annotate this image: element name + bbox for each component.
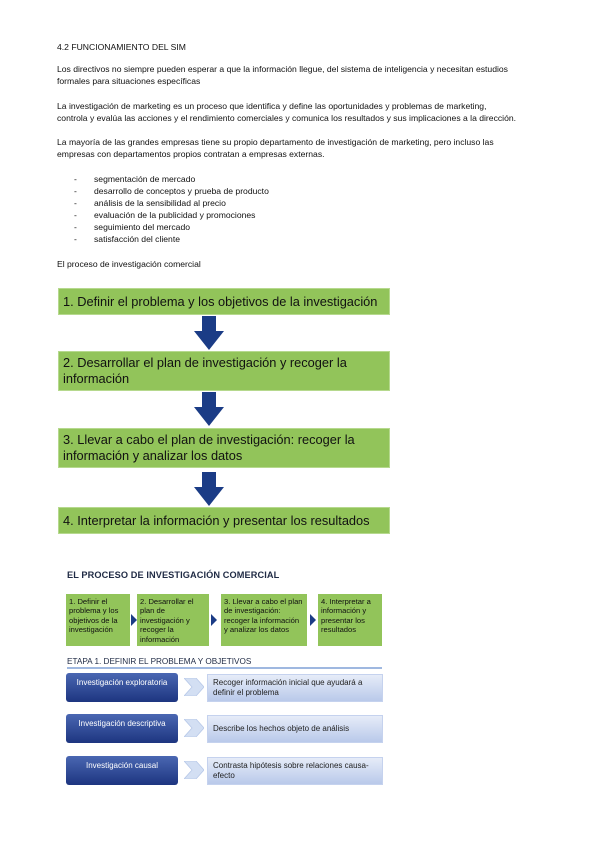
chevron-right-icon [184,719,204,737]
figure-title: EL PROCESO DE INVESTIGACIÓN COMERCIAL [67,570,280,580]
stage-divider [67,667,382,669]
step-box-4: 4. Interpretar la información y presentar los resultados [58,507,390,534]
paragraph-line: Los directivos no siempre pueden esperar a que la información llegue, del sistema de inteligencia y necesitan estudios [57,64,508,74]
paragraph-3 [57,136,494,160]
down-arrow-icon [194,392,224,426]
step-box-3: 3. Llevar a cabo el plan de investigación: recoger la información y analizar los datos [58,428,390,468]
stage-title: ETAPA 1. DEFINIR EL PROBLEMA Y OBJETIVOS [67,657,252,666]
mini-step-1: 1. Definir el problema y los objetivos de la investigación [66,594,130,646]
paragraph-line: La investigación de marketing es un proceso que identifica y define las oportunidades y problemas de marketing, [57,101,487,111]
list-item: - análisis de la sensibilidad al precio [74,197,269,209]
research-desc-descriptive: Describe los hechos objeto de análisis [207,715,383,743]
chevron-right-icon [184,678,204,696]
list-item: - desarrollo de conceptos y prueba de producto [74,185,269,197]
mini-step-4: 4. Interpretar a información y presentar los resultados [318,594,382,646]
list-item: - segmentación de mercado [74,173,269,185]
paragraph-line: controla y evalúa las acciones y el rendimiento comerciales y comunica los resultados y sus implicaciones a la dirección. [57,113,517,123]
research-type-causal: Investigación causal [66,756,178,785]
paragraph-2 [57,100,516,124]
bullet-list [74,173,269,245]
step-box-2: 2. Desarrollar el plan de investigación y recoger la información [58,351,390,391]
paragraph-line: formales para situaciones específicas [57,76,201,86]
process-heading: El proceso de investigación comercial [57,259,201,269]
list-item: - satisfacción del cliente [74,233,269,245]
step-box-1: 1. Definir el problema y los objetivos de la investigación [58,288,390,315]
paragraph-line: empresas con departamentos propios contratan a empresas externas. [57,149,325,159]
paragraph-line: La mayoría de las grandes empresas tiene su propio departamento de investigación de marketing, pero incluso las [57,137,494,147]
list-item: - evaluación de la publicidad y promociones [74,209,269,221]
arrow-right-icon [310,614,316,626]
research-desc-causal: Contrasta hipótesis sobre relaciones causa-efecto [207,757,383,785]
section-heading: 4.2 FUNCIONAMIENTO DEL SIM [57,42,186,52]
research-type-exploratory: Investigación exploratoria [66,673,178,702]
list-item: - seguimiento del mercado [74,221,269,233]
mini-step-2: 2. Desarrollar el plan de investigación y recoger la información [137,594,209,646]
research-type-descriptive: Investigación descriptiva [66,714,178,743]
paragraph-1 [57,63,508,87]
arrow-right-icon [211,614,217,626]
research-desc-exploratory: Recoger información inicial que ayudará a definir el problema [207,674,383,702]
chevron-right-icon [184,761,204,779]
mini-step-3: 3. Llevar a cabo el plan de investigación: recoger la información y analizar los datos [221,594,307,646]
down-arrow-icon [194,316,224,350]
down-arrow-icon [194,472,224,506]
